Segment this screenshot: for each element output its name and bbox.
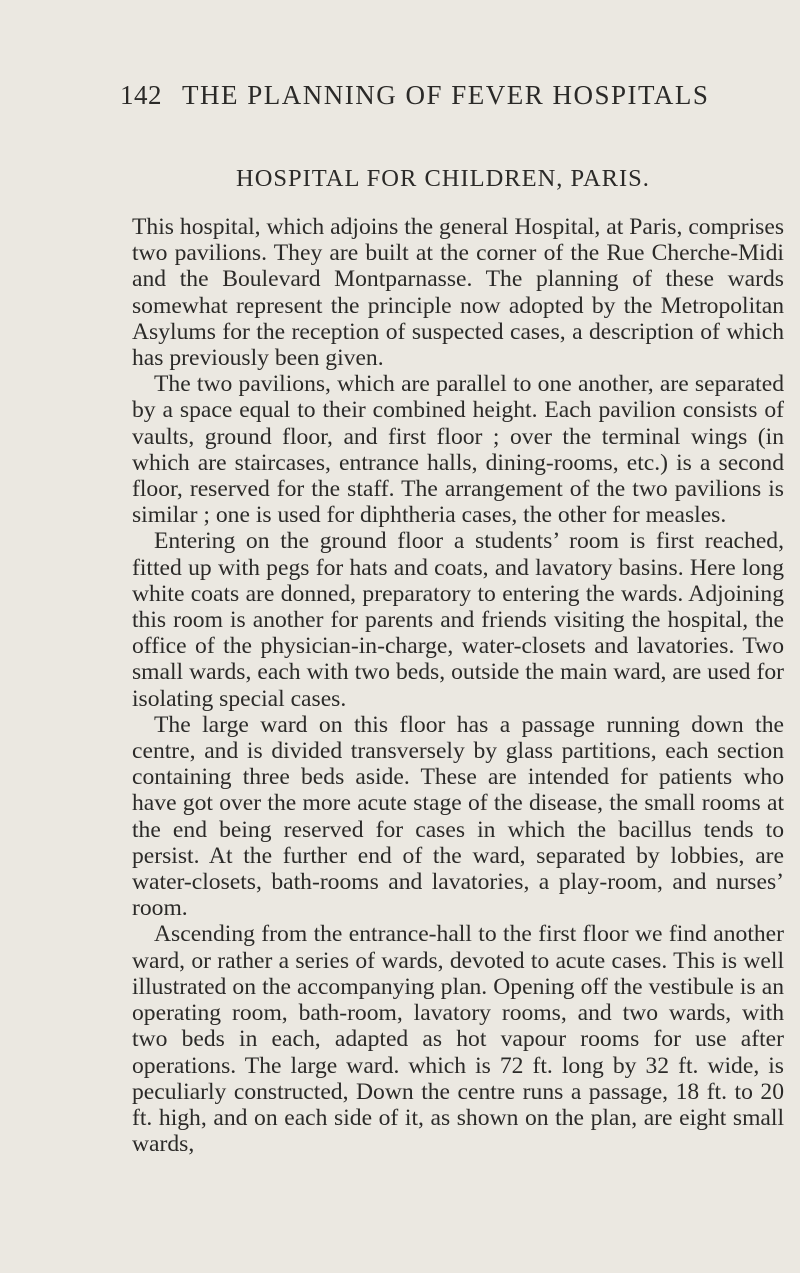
running-title: THE PLANNING OF FEVER HOSPITALS — [182, 80, 710, 110]
page-number: 142 — [120, 80, 162, 110]
paragraph: Entering on the ground floor a students’ room is first reached, fitted up with pegs for hats and coats, and lavatory basins. Here long white coats are donned, preparatory to entering the wards. Adjoining this room is another for parents and friends visiting the hospital, the office of the physician-in-charge, water-closets and lavatories. Two small wards, each with two beds, outside the main ward, are used for isolating special cases. — [132, 528, 784, 712]
paragraph: Ascending from the entrance-hall to the first floor we find another ward, or rather a series of wards, devoted to acute cases. This is well illustrated on the accompanying plan. Opening off the vestibule is an operating room, bath-room, lavatory rooms, and two wards, with two beds in each, adapted as hot vapour rooms for use after operations. The large ward. which is 72 ft. long by 32 ft. wide, is peculiarly constructed, Down the centre runs a passage, 18 ft. to 20 ft. high, and on each side of it, as shown on the plan, are eight small wards, — [132, 921, 784, 1158]
paragraph: The large ward on this floor has a passage running down the centre, and is divided transversely by glass partitions, each section containing three beds aside. These are intended for patients who have got over the more acute stage of the disease, the small rooms at the end being reserved for cases in which the bacillus tends to persist. At the further end of the ward, separated by lobbies, are water-closets, bath-rooms and lavatories, a play-room, and nurses’ room. — [132, 711, 784, 922]
running-head — [120, 80, 709, 111]
paragraph: The two pavilions, which are parallel to one another, are separated by a space equal to their combined height. Each pavilion consists of vaults, ground floor, and first floor ; over the terminal wings (in which are staircases, entrance halls, dining-rooms, etc.) is a second floor, reserved for the staff. The arrangement of the two pavilions is similar ; one is used for diphtheria cases, the other for measles. — [132, 371, 784, 529]
paragraph: This hospital, which adjoins the general Hospital, at Paris, comprises two pavilions. They are built at the corner of the Rue Cherche-Midi and the Boulevard Montparnasse. The planning of these wards somewhat represent the principle now adopted by the Metropolitan Asylums for the reception of suspected cases, a description of which has previously been given. — [132, 214, 784, 372]
section-title: HOSPITAL FOR CHILDREN, PARIS. — [236, 165, 650, 192]
body-text — [132, 214, 784, 1157]
